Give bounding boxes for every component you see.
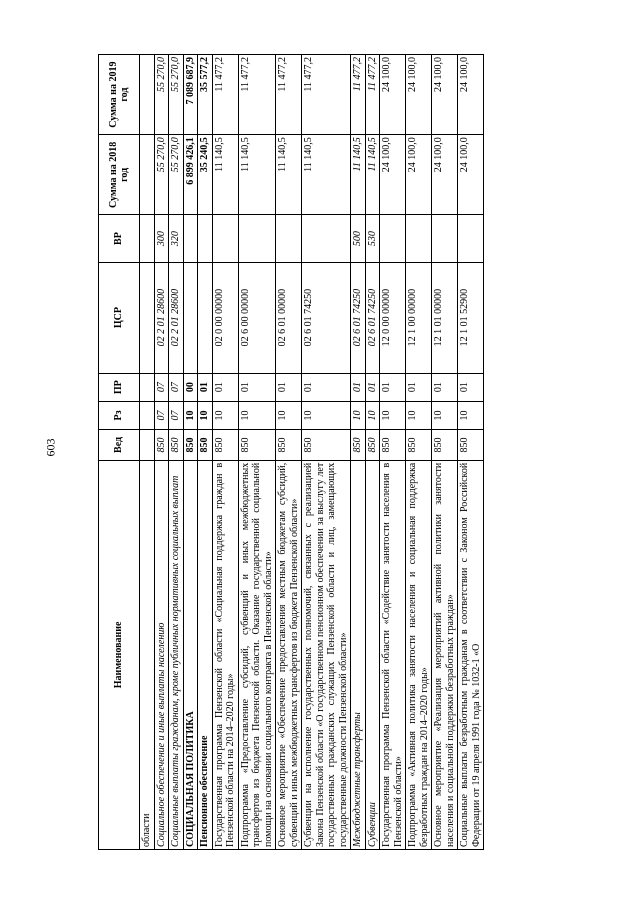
cell-ved: 850 (406, 430, 432, 461)
cell-ved: 850 (458, 430, 484, 461)
cell-rz: 10 (365, 401, 380, 429)
cell-vr (276, 215, 302, 262)
cell-csr: 12 0 00 00000 (380, 262, 406, 373)
cell-csr: 02 2 01 28600 (169, 262, 184, 373)
cell-sum-2019: 24 100,0 (432, 55, 458, 135)
cell-sum-2019: 35 577,2 (198, 55, 213, 135)
cell-pr: 01 (458, 373, 484, 401)
cell-vr: 530 (365, 215, 380, 262)
header-sum-2019: Сумма на 2019 год (99, 55, 140, 135)
cell-pr: 00 (183, 373, 198, 401)
header-pr: ПР (99, 373, 140, 401)
cell-pr: 01 (238, 373, 276, 401)
cell-ved: 850 (432, 430, 458, 461)
cell-name: Субвенции (365, 460, 380, 849)
cell-sum-2019: 11 477,2 (302, 55, 351, 135)
cell-sum-2018: 35 240,5 (198, 135, 213, 215)
cell-vr (183, 215, 198, 262)
cell-vr (198, 215, 213, 262)
cell-ved: 850 (351, 430, 366, 461)
cell-pr: 01 (365, 373, 380, 401)
cell-rz: 10 (276, 401, 302, 429)
cell-vr (432, 215, 458, 262)
table-body (140, 55, 484, 850)
table-row (169, 55, 184, 850)
table-row (198, 55, 213, 850)
cell-sum-2019: 24 100,0 (406, 55, 432, 135)
cell-sum-2018: 24 100,0 (406, 135, 432, 215)
cell-rz: 10 (406, 401, 432, 429)
cell-pr: 01 (406, 373, 432, 401)
cell-name: Социальное обеспечение и иные выплаты населению (154, 460, 169, 849)
cell-sum-2019: 11 477,2 (276, 55, 302, 135)
cell-ved: 850 (169, 430, 184, 461)
cell-name: Межбюджетные трансферты (351, 460, 366, 849)
cell-vr (238, 215, 276, 262)
cell-name: Социальные выплаты безработным гражданам в соответствии с Законом Российской Федерации от 19 апреля 1991 года № 1032-1 «О (458, 460, 484, 849)
cell-sum-2019: 11 477,2 (238, 55, 276, 135)
cell-csr (198, 262, 213, 373)
cell-csr: 12 1 01 52900 (458, 262, 484, 373)
cell-name: Субвенции на исполнение государственных полномочий, связанных с реализацией Закона Пензенской области «О государственном пенсионном обеспечении за выслугу лет государственных гражданских служащих Пензенской области и лиц, замещающих государственные должности Пензенской области» (302, 460, 351, 849)
table-row (380, 55, 406, 850)
cell-ved: 850 (183, 430, 198, 461)
cell-name: СОЦИАЛЬНАЯ ПОЛИТИКА (183, 460, 198, 849)
header-ved: Вед (99, 430, 140, 461)
table-row (365, 55, 380, 850)
table-row (212, 55, 238, 850)
cell-sum-2019 (140, 55, 155, 135)
cell-rz: 07 (154, 401, 169, 429)
table-row (154, 55, 169, 850)
table-row (406, 55, 432, 850)
cell-csr (183, 262, 198, 373)
table-row (140, 55, 155, 850)
cell-name: области (140, 460, 155, 849)
cell-ved: 850 (154, 430, 169, 461)
table-row (276, 55, 302, 850)
cell-name: Подпрограмма «Активная политика занятости населения и социальная поддержка безработных граждан на 2014–2020 годы» (406, 460, 432, 849)
table-row (458, 55, 484, 850)
cell-ved: 850 (276, 430, 302, 461)
cell-vr (380, 215, 406, 262)
cell-vr (302, 215, 351, 262)
table-row (432, 55, 458, 850)
cell-sum-2018: 11 140,5 (351, 135, 366, 215)
cell-pr (140, 373, 155, 401)
cell-pr: 01 (212, 373, 238, 401)
cell-name: Государственная программа Пензенской области «Социальная поддержка граждан в Пензенской области на 2014–2020 годы» (212, 460, 238, 849)
cell-sum-2019: 24 100,0 (458, 55, 484, 135)
cell-rz: 10 (351, 401, 366, 429)
cell-sum-2018: 24 100,0 (458, 135, 484, 215)
cell-csr: 02 6 01 74250 (351, 262, 366, 373)
cell-ved: 850 (380, 430, 406, 461)
cell-rz: 07 (169, 401, 184, 429)
cell-rz: 10 (380, 401, 406, 429)
cell-sum-2018: 11 140,5 (276, 135, 302, 215)
cell-pr: 01 (351, 373, 366, 401)
cell-sum-2019: 55 270,0 (169, 55, 184, 135)
header-vr: ВР (99, 215, 140, 262)
table-row (238, 55, 276, 850)
cell-sum-2019: 11 477,2 (351, 55, 366, 135)
cell-sum-2019: 11 477,2 (365, 55, 380, 135)
cell-ved: 850 (198, 430, 213, 461)
cell-rz: 10 (238, 401, 276, 429)
cell-vr: 300 (154, 215, 169, 262)
cell-ved: 850 (212, 430, 238, 461)
cell-sum-2018: 55 270,0 (169, 135, 184, 215)
cell-csr: 02 2 01 28600 (154, 262, 169, 373)
cell-sum-2018: 24 100,0 (380, 135, 406, 215)
cell-ved (140, 430, 155, 461)
cell-sum-2018: 11 140,5 (212, 135, 238, 215)
cell-csr: 12 1 00 00000 (406, 262, 432, 373)
cell-pr: 07 (169, 373, 184, 401)
cell-pr: 01 (302, 373, 351, 401)
cell-rz (140, 401, 155, 429)
cell-name: Основное мероприятие «Обеспечение предоставления местным бюджетам субсидий, субвенций и иных межбюджетных трансфертов из бюджета Пензенской области» (276, 460, 302, 849)
cell-vr: 320 (169, 215, 184, 262)
cell-pr: 01 (276, 373, 302, 401)
cell-csr: 02 0 00 00000 (212, 262, 238, 373)
cell-name: Социальные выплаты гражданам, кроме публичных нормативных социальных выплат (169, 460, 184, 849)
table-header-row (99, 55, 140, 850)
cell-sum-2019: 7 089 687,9 (183, 55, 198, 135)
cell-csr: 02 6 00 00000 (238, 262, 276, 373)
cell-rz: 10 (198, 401, 213, 429)
cell-pr: 01 (198, 373, 213, 401)
cell-vr (458, 215, 484, 262)
header-csr: ЦСР (99, 262, 140, 373)
cell-name: Подпрограмма «Предоставление субсидий, субвенций и иных межбюджетных трансфертов из бюджета Пензенской области. Оказание государственной социальной помощи на основании социального контракта в Пензенской области» (238, 460, 276, 849)
cell-sum-2018 (140, 135, 155, 215)
table-row (351, 55, 366, 850)
cell-name: Основное мероприятие «Реализация мероприятий активной политики занятости населения и социальной поддержки безработных граждан» (432, 460, 458, 849)
rotated-page-content (98, 54, 584, 850)
budget-table (98, 54, 484, 850)
cell-csr: 02 6 01 74250 (365, 262, 380, 373)
cell-sum-2018: 11 140,5 (302, 135, 351, 215)
cell-name: Пенсионное обеспечение (198, 460, 213, 849)
cell-ved: 850 (238, 430, 276, 461)
header-sum-2018: Сумма на 2018 год (99, 135, 140, 215)
cell-csr: 12 1 01 00000 (432, 262, 458, 373)
cell-rz: 10 (212, 401, 238, 429)
cell-pr: 07 (154, 373, 169, 401)
cell-name: Государственная программа Пензенской области «Содействие занятости населения в Пензенской области» (380, 460, 406, 849)
cell-sum-2019: 11 477,2 (212, 55, 238, 135)
cell-pr: 01 (380, 373, 406, 401)
page-number: 603 (43, 438, 58, 457)
cell-sum-2018: 11 140,5 (365, 135, 380, 215)
header-rz: Рз (99, 401, 140, 429)
cell-vr: 500 (351, 215, 366, 262)
cell-csr (140, 262, 155, 373)
cell-ved: 850 (302, 430, 351, 461)
cell-sum-2018: 24 100,0 (432, 135, 458, 215)
header-name: Наименование (99, 460, 140, 849)
cell-vr (406, 215, 432, 262)
table-row (302, 55, 351, 850)
cell-ved: 850 (365, 430, 380, 461)
cell-sum-2018: 6 899 426,1 (183, 135, 198, 215)
cell-csr: 02 6 01 74250 (302, 262, 351, 373)
cell-rz: 10 (458, 401, 484, 429)
cell-vr (140, 215, 155, 262)
cell-rz: 10 (302, 401, 351, 429)
cell-sum-2018: 55 270,0 (154, 135, 169, 215)
cell-sum-2018: 11 140,5 (238, 135, 276, 215)
table-row (183, 55, 198, 850)
cell-rz: 10 (183, 401, 198, 429)
cell-rz: 10 (432, 401, 458, 429)
cell-pr: 01 (432, 373, 458, 401)
cell-sum-2019: 55 270,0 (154, 55, 169, 135)
cell-vr (212, 215, 238, 262)
cell-sum-2019: 24 100,0 (380, 55, 406, 135)
cell-csr: 02 6 01 00000 (276, 262, 302, 373)
